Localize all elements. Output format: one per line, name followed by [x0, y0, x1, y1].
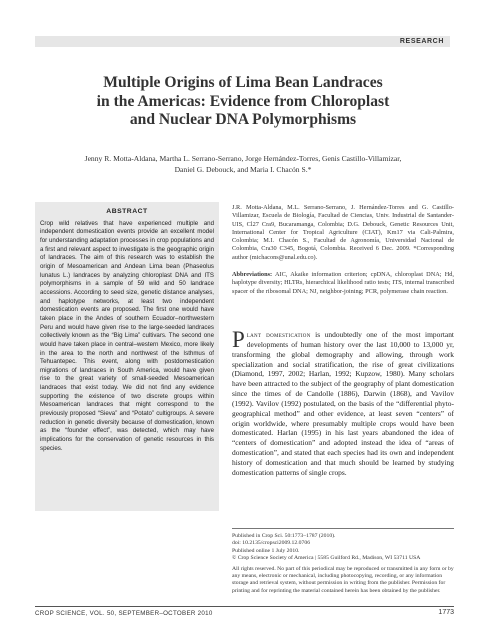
abstract-box	[35, 202, 219, 511]
footer-rule	[35, 606, 454, 607]
authors-line-2: Daniel G. Debouck, and Maria I. Chacón S.*	[174, 164, 312, 174]
body-text: is undoubtedly one of the most important developments of human history over the last 10,000 to 13,000 yr, transforming the global demography and allowing, through work specialization and social stratification, the rise of great civilizations (Diamond, 1997, 2002; Harlan, 1992; Kupzow, 1980). Many scholars have been attracted to the subject of the geography of plant domestication since the times of de Candolle (1886), Darwin (1868), and Vavilov (1992). Vavilov (1992) postulated, on the basis of the “differential phyto-geographical method” and other evidence, at least seven “centers” of origin worldwide, where presumably multiple crops would have been domesticated. Harlan (1995) in his last years abandoned the idea of “centers of domestication” and adopted instead the idea of “areas of domestication”, and stated that each species had its own and independent history of domestication and that much should be learned by studying domestication patterns of single crops.	[232, 330, 454, 477]
abstract-heading: ABSTRACT	[106, 208, 148, 215]
title-line-2: in the Americas: Evidence from Chloroplast	[96, 92, 390, 110]
drop-cap: P	[232, 327, 245, 352]
title-line-1: Multiple Origins of Lima Bean Landraces	[103, 74, 383, 91]
page-number: 1773	[438, 609, 454, 616]
abbreviations-text: AIC, Akaike information criterion; cpDNA, chloroplast DNA; Hd, haplotype diversity; HLTRs, hierarchical likelihood ratio tests; ITS, internal transcribed spacer of the ribosomal DNA; NJ, neighbor-joining; PCR, polymerase chain reaction.	[232, 271, 454, 295]
footer-journal: CROP SCIENCE, VOL. 50, SEPTEMBER–OCTOBER 2010	[35, 610, 213, 617]
pubinfo-copyright: © Crop Science Society of America | 5585 Guilford Rd., Madison, WI 53711 USA	[232, 555, 421, 562]
author-affiliations: J.R. Motta-Aldana, M.L. Serrano-Serrano, J. Hernández-Torres and G. Castillo-Villamizar, Escuela de Biología, Facultad de Ciencias, Univ. Industrial de Santander-UIS, Cl27 Cra9, Bucaramanga, Colombia; D.G. Debouck, Genetic Resources Unit, International Center for Tropical Agriculture (CIAT), Km17 via Cali-Palmira, Colombia; M.I. Chacón S., Facultad de Agronomía, Universidad Nacional de Colombia, Cra30 C345, Bogotá, Colombia. Received 6 Dec. 2009. *Corresponding author (michacons@unal.edu.co).	[232, 204, 454, 261]
pubinfo-online: Published online 1 July 2010.	[232, 547, 300, 554]
author-list	[28, 154, 458, 176]
abbreviations	[232, 271, 454, 296]
abbreviations-label: Abbreviations:	[232, 271, 273, 279]
pubinfo-citation: Published in Crop Sci. 50:1773–1787 (2010).	[232, 533, 336, 539]
section-label: RESEARCH	[399, 38, 444, 45]
pubinfo-doi: doi: 10.2135/cropsci2009.12.0706	[232, 540, 311, 547]
body-paragraph	[232, 327, 454, 478]
rights-notice: All rights reserved. No part of this periodical may be reproduced or transmitted in any form or by any means, electronic or mechanical, including photocopying, recording, or any information storage and retrieval system, without permission in writing from the publisher. Permission for printing and for reprinting the material contained herein has been obtained by the publisher.	[232, 565, 454, 594]
section-bar	[35, 36, 450, 47]
abstract-text: Crop wild relatives that have experienced multiple and independent domestication events provide an excellent model for understanding adaptation processes in crop populations and a first and relevant aspect to investigate is the geographic origin of landraces. The aim of this research was to establish the origin of Mesoamerican and Andean Lima bean (Phaseolus lunatus L.) landraces by analyzing chloroplast DNA and ITS polymorphisms in a sample of 59 wild and 50 landrace accessions. According to seed size, genetic distance analyses, and haplotype networks, at least two independent domestication events are proposed. The first one would have taken place in the Andes of southern Ecuador–northwestern Peru and would have given rise to the large-seeded landraces collectively known as the “Big Lima” cultivars. The second one would have taken place in central–western Mexico, more likely in the area to the north and northwest of the Isthmus of Tehuantepec. This event, along with postdomestication migrations of landraces in South America, would have given rise to the great variety of small-seeded Mesoamerican landraces that exist today. We did not find any evidence supporting the existence of two discrete groups within Mesoamerican landraces that might correspond to the previously proposed “Sieva” and “Potato” cultigroups. A severe reduction in genetic diversity because of domestication, known as the “founder effect”, was detected, which may have implications for the conservation of genetic resources in this species.	[40, 219, 214, 452]
title-line-3: and Nuclear DNA Polymorphisms	[129, 111, 357, 128]
article-title	[30, 74, 456, 130]
publication-info	[232, 528, 454, 595]
body-lead-in: lant domestication	[246, 330, 311, 339]
front-matter	[232, 204, 454, 296]
authors-line-1: Jenny R. Motta-Aldana, Martha L. Serrano-Serrano, Jorge Hernández-Torres, Genis Castillo-Villamizar,	[84, 154, 402, 163]
